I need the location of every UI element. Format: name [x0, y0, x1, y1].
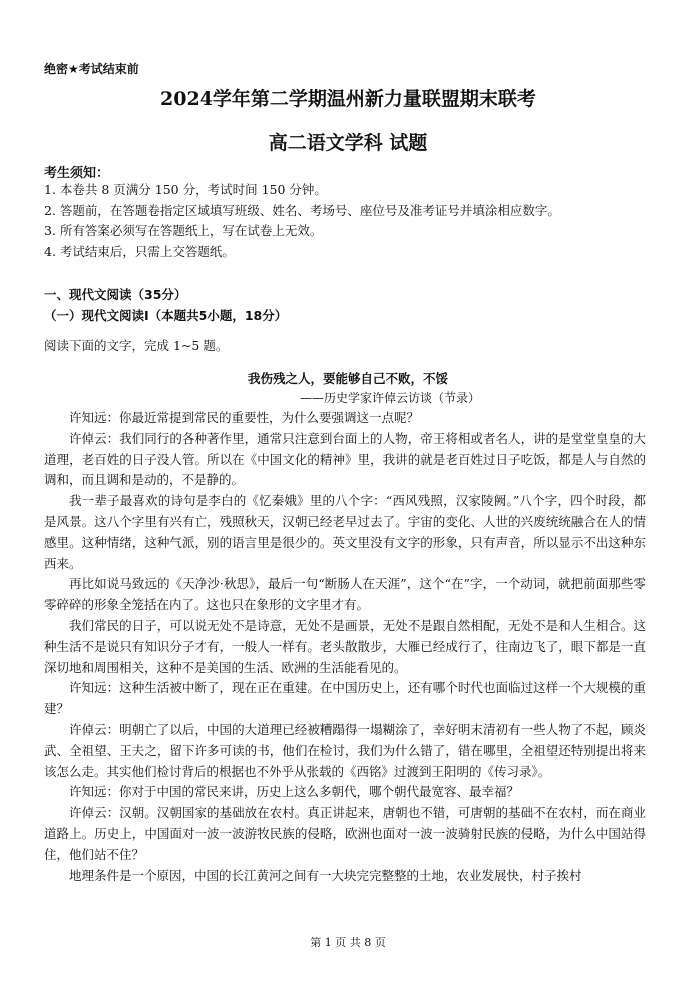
secret-mark: 绝密★考试结束前	[44, 62, 139, 76]
notice-heading: 考生须知：	[44, 166, 110, 181]
article-paragraph: 地理条件是一个原因，中国的长江黄河之间有一大块完完整整的土地，农业发展快，村子挨村	[69, 867, 582, 883]
article-paragraph: 许倬云：明朝亡了以后，中国的大道理已经被糟蹋得一塌糊涂了，幸好明末清初有一些人物了不起，顾炎武、全祖望、王夫之，留下许多可读的书，他们在检讨，我们为什么错了，错在哪里，全祖望还特别提出将来该怎么走。其实他们检讨背后的根据也不外乎从张载的《西铭》过渡到王阳明的《传习录》。	[44, 721, 646, 779]
subsection-heading: （一）现代文阅读Ⅰ（本题共5小题，18分）	[44, 308, 288, 323]
article-paragraph: 再比如说马致远的《天净沙·秋思》，最后一句“断肠人在天涯”，这个“在”字，一个动词，就把前面那些零零碎碎的形象全笼括在内了。这也只在象形的文字里才有。	[44, 576, 646, 613]
exam-subtitle: 高二语文学科 试题	[268, 132, 428, 154]
article-paragraph: 我一辈子最喜欢的诗句是李白的《忆秦娥》里的八个字：“西风残照，汉家陵阙。”八个字，四个时段，都是风景。这八个字里有兴有亡，残照秋天，汉朝已经老早过去了。宇宙的变化、人世的兴废统统融合在人的情感里。这种情绪，这种气派，别的语言里是很少的。英文里没有文字的形象，只有声音，所以显示不出这种东西来。	[44, 493, 646, 571]
article-title: 我伤残之人，要能够自己不败，不馁	[247, 371, 448, 386]
notice-item: 1. 本卷共 8 页满分 150 分，考试时间 150 分钟。	[44, 182, 327, 197]
article-paragraph: 许知远：你最近常提到常民的重要性，为什么要强调这一点呢？	[69, 410, 420, 425]
notice-item: 3. 所有答案必须写在答题纸上，写在试卷上无效。	[44, 223, 323, 238]
notice-item: 4. 考试结束后，只需上交答题纸。	[44, 243, 235, 259]
notice-list	[44, 180, 664, 262]
reading-instruction: 阅读下面的文字，完成 1~5 题。	[44, 338, 229, 353]
exam-title: 2024学年第二学期温州新力量联盟期末联考	[160, 88, 536, 110]
article-body	[44, 408, 646, 886]
page-number: 第 1 页 共 8 页	[310, 936, 386, 949]
article-paragraph: 我们常民的日子，可以说无处不是诗意，无处不是画景，无处不是跟自然相配，无处不是和人生相合。这种生活不是说只有知识分子才有，一般人一样有。老头散散步，大雁已经成行了，往南边飞了，眼下都是一直深切地和周围相关，这种不是美国的生活、欧洲的生活能看见的。	[44, 617, 646, 675]
section-heading: 一、现代文阅读（35分）	[44, 287, 187, 302]
article-paragraph: 许知远：你对于中国的常民来讲，历史上这么多朝代，哪个朝代最宽容、最幸福？	[69, 784, 520, 800]
article-paragraph: 许倬云：汉朝。汉朝国家的基础放在农村。真正讲起来，唐朝也不错，可唐朝的基础不在农村，而在商业道路上。历史上，中国面对一波一波游牧民族的侵略，欧洲也面对一波一波骑射民族的侵略，为什么中国站得住，他们站不住？	[44, 805, 646, 862]
article-paragraph: 许倬云：我们同行的各种著作里，通常只注意到台面上的人物，帝王将相或者名人，讲的是堂堂皇皇的大道理，老百姓的日子没人管。所以在《中国文化的精神》里，我讲的就是老百姓过日子吃饭，都是人与自然的调和，而且调和是动的，不是静的。	[44, 430, 646, 488]
notice-item: 2. 答题前，在答题卷指定区域填写班级、姓名、考场号、座位号及准考证号并填涂相应数字。	[44, 202, 560, 218]
article-subtitle: ——历史学家许倬云访谈（节录）	[300, 391, 481, 405]
article-paragraph: 许知远：这种生活被中断了，现在正在重建。在中国历史上，还有哪个时代也面临过这样一个大规模的重建？	[44, 680, 646, 717]
